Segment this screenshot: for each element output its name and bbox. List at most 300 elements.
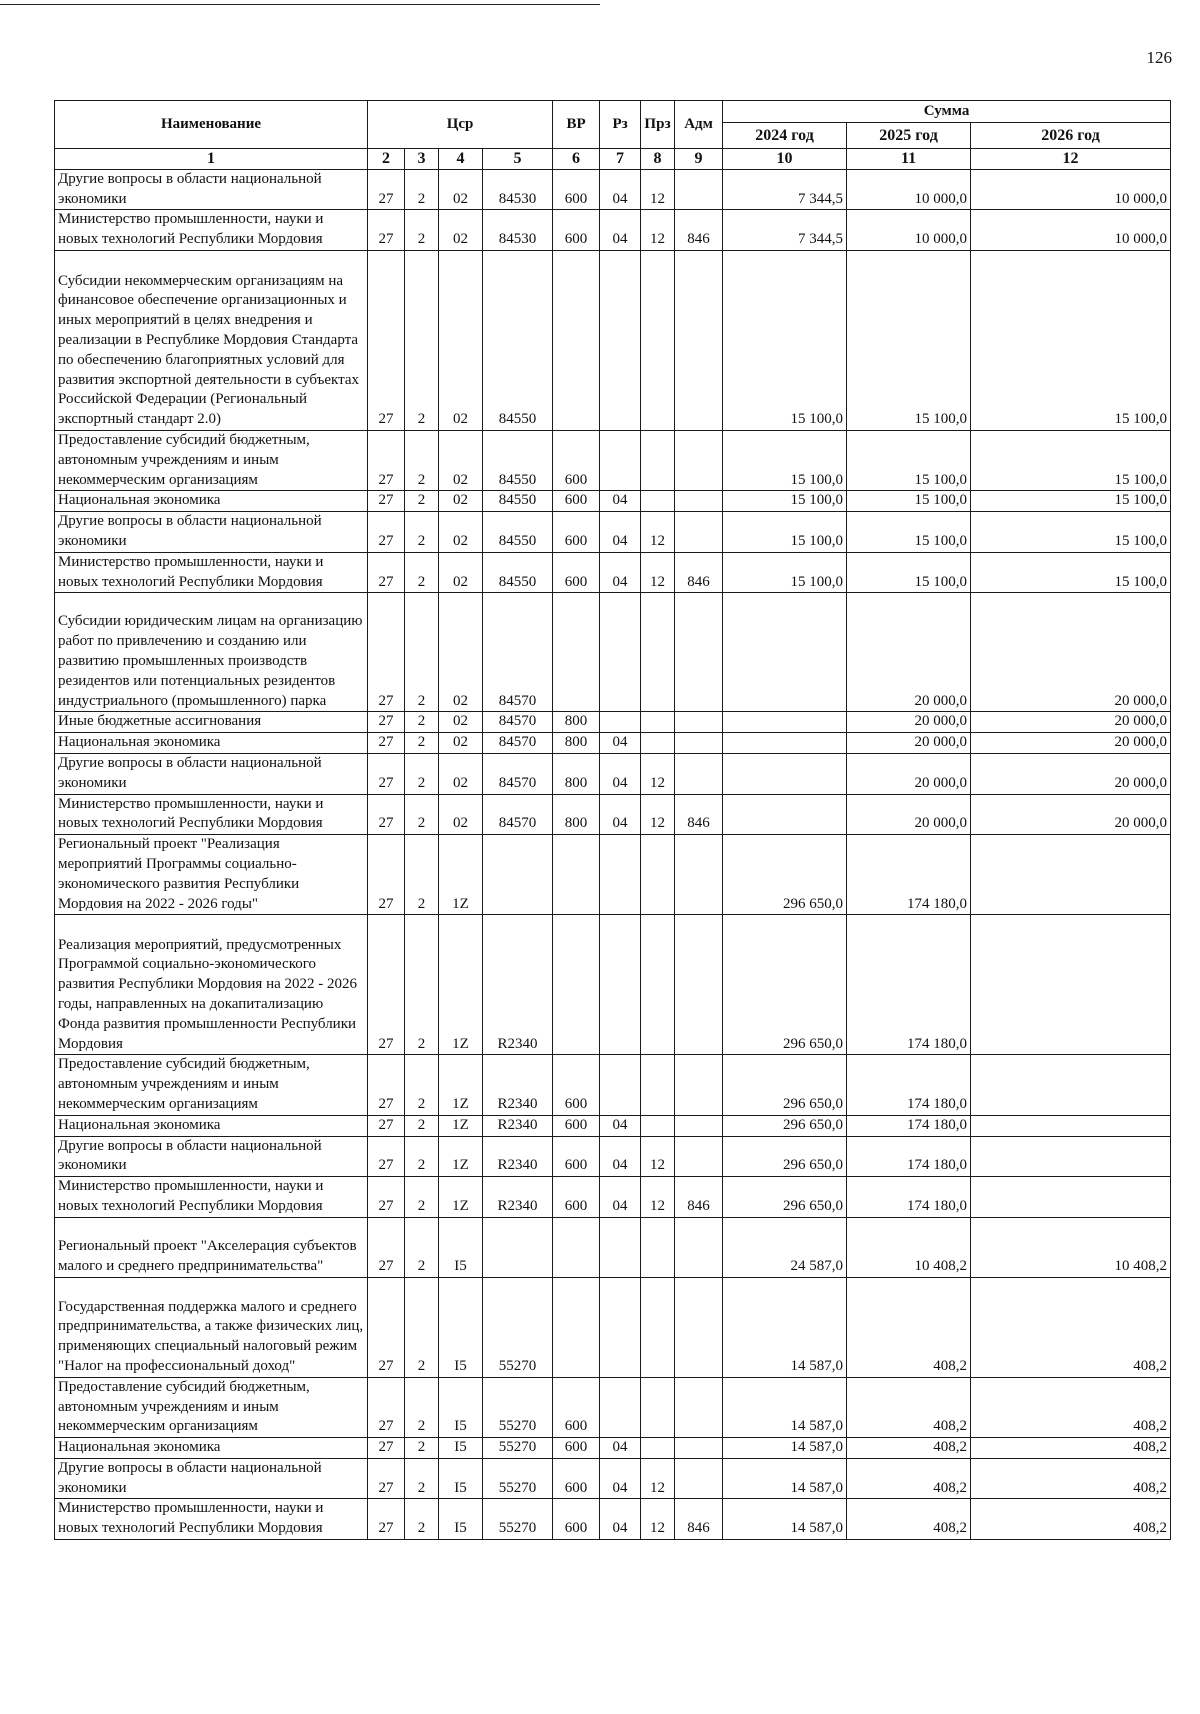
code-subprogram: 2 <box>405 712 439 733</box>
row-name: Национальная экономика <box>55 1115 368 1136</box>
code-program: 27 <box>368 1217 405 1277</box>
code-program: 27 <box>368 794 405 835</box>
amount-2024: 24 587,0 <box>723 1217 847 1277</box>
code-subprogram: 2 <box>405 1499 439 1540</box>
code-rz: 04 <box>600 552 641 593</box>
code-direction: 84550 <box>483 250 553 430</box>
code-rz <box>600 1055 641 1115</box>
column-number: 9 <box>675 149 723 170</box>
code-subprogram: 2 <box>405 835 439 915</box>
amount-2026: 15 100,0 <box>971 250 1171 430</box>
code-program: 27 <box>368 210 405 251</box>
code-direction: R2340 <box>483 1115 553 1136</box>
code-direction: 55270 <box>483 1277 553 1377</box>
code-direction <box>483 1217 553 1277</box>
code-main-activity: 02 <box>439 210 483 251</box>
code-vr: 600 <box>553 1377 600 1437</box>
code-direction: R2340 <box>483 1055 553 1115</box>
budget-table <box>54 100 1171 1540</box>
amount-2025: 408,2 <box>847 1277 971 1377</box>
row-name: Предоставление субсидий бюджетным, автономным учреждениям и иным некоммерческим организациям <box>55 1377 368 1437</box>
code-vr <box>553 593 600 712</box>
code-rz <box>600 430 641 490</box>
header-year-2025: 2025 год <box>847 123 971 149</box>
code-program: 27 <box>368 593 405 712</box>
code-rz <box>600 1217 641 1277</box>
code-program: 27 <box>368 1277 405 1377</box>
code-rz: 04 <box>600 210 641 251</box>
amount-2026: 15 100,0 <box>971 512 1171 553</box>
amount-2025: 20 000,0 <box>847 794 971 835</box>
code-prz <box>641 1438 675 1459</box>
code-main-activity: 02 <box>439 733 483 754</box>
header-csr: Цср <box>368 101 553 149</box>
header-adm: Адм <box>675 101 723 149</box>
code-rz <box>600 250 641 430</box>
code-prz <box>641 915 675 1055</box>
column-number: 8 <box>641 149 675 170</box>
code-main-activity: 02 <box>439 552 483 593</box>
code-rz: 04 <box>600 1115 641 1136</box>
code-program: 27 <box>368 1377 405 1437</box>
code-vr: 600 <box>553 1438 600 1459</box>
table-row <box>55 712 1171 733</box>
code-direction: 84530 <box>483 169 553 210</box>
code-rz <box>600 712 641 733</box>
code-rz: 04 <box>600 169 641 210</box>
code-prz: 12 <box>641 512 675 553</box>
code-prz <box>641 1217 675 1277</box>
amount-2026 <box>971 1136 1171 1177</box>
code-main-activity: I5 <box>439 1377 483 1437</box>
code-program: 27 <box>368 1055 405 1115</box>
code-program: 27 <box>368 835 405 915</box>
code-adm: 846 <box>675 794 723 835</box>
code-adm <box>675 835 723 915</box>
code-program: 27 <box>368 733 405 754</box>
amount-2025: 174 180,0 <box>847 1136 971 1177</box>
amount-2024: 15 100,0 <box>723 430 847 490</box>
code-adm <box>675 1217 723 1277</box>
code-direction <box>483 835 553 915</box>
code-adm: 846 <box>675 1499 723 1540</box>
code-adm <box>675 712 723 733</box>
code-prz <box>641 835 675 915</box>
amount-2026: 15 100,0 <box>971 430 1171 490</box>
row-name: Предоставление субсидий бюджетным, автономным учреждениям и иным некоммерческим организациям <box>55 1055 368 1115</box>
code-program: 27 <box>368 1136 405 1177</box>
row-name: Другие вопросы в области национальной экономики <box>55 512 368 553</box>
code-rz: 04 <box>600 512 641 553</box>
code-direction: 84570 <box>483 733 553 754</box>
amount-2026: 408,2 <box>971 1499 1171 1540</box>
code-vr: 600 <box>553 1136 600 1177</box>
code-vr: 600 <box>553 552 600 593</box>
code-prz: 12 <box>641 1177 675 1218</box>
amount-2024: 7 344,5 <box>723 169 847 210</box>
code-program: 27 <box>368 712 405 733</box>
code-prz: 12 <box>641 753 675 794</box>
amount-2024: 14 587,0 <box>723 1377 847 1437</box>
amount-2026: 408,2 <box>971 1438 1171 1459</box>
amount-2025: 408,2 <box>847 1458 971 1499</box>
code-adm <box>675 491 723 512</box>
amount-2026: 20 000,0 <box>971 712 1171 733</box>
amount-2024: 296 650,0 <box>723 1136 847 1177</box>
code-rz: 04 <box>600 733 641 754</box>
code-subprogram: 2 <box>405 733 439 754</box>
code-main-activity: I5 <box>439 1438 483 1459</box>
table-row <box>55 1499 1171 1540</box>
code-adm <box>675 1115 723 1136</box>
table-row <box>55 1136 1171 1177</box>
amount-2026: 20 000,0 <box>971 794 1171 835</box>
code-direction: 84570 <box>483 794 553 835</box>
code-main-activity: 02 <box>439 753 483 794</box>
code-prz <box>641 491 675 512</box>
code-adm <box>675 1136 723 1177</box>
column-number: 11 <box>847 149 971 170</box>
code-main-activity: I5 <box>439 1217 483 1277</box>
header-rz: Рз <box>600 101 641 149</box>
code-prz <box>641 712 675 733</box>
amount-2024 <box>723 593 847 712</box>
row-name: Региональный проект "Реализация мероприятий Программы социально-экономического развития Республики Мордовия на 2022 - 2026 годы" <box>55 835 368 915</box>
code-prz <box>641 1277 675 1377</box>
code-prz <box>641 593 675 712</box>
code-adm <box>675 1277 723 1377</box>
code-rz <box>600 915 641 1055</box>
code-main-activity: 02 <box>439 169 483 210</box>
amount-2026: 408,2 <box>971 1458 1171 1499</box>
code-rz: 04 <box>600 753 641 794</box>
code-prz <box>641 1377 675 1437</box>
code-adm <box>675 915 723 1055</box>
amount-2026: 20 000,0 <box>971 753 1171 794</box>
code-adm <box>675 430 723 490</box>
amount-2026: 15 100,0 <box>971 491 1171 512</box>
code-vr: 600 <box>553 210 600 251</box>
code-main-activity: 1Z <box>439 1177 483 1218</box>
code-prz: 12 <box>641 794 675 835</box>
code-direction: R2340 <box>483 1136 553 1177</box>
code-prz <box>641 1115 675 1136</box>
amount-2024: 14 587,0 <box>723 1458 847 1499</box>
amount-2026 <box>971 835 1171 915</box>
amount-2024: 296 650,0 <box>723 1055 847 1115</box>
amount-2024: 296 650,0 <box>723 1177 847 1218</box>
code-subprogram: 2 <box>405 1458 439 1499</box>
code-prz: 12 <box>641 210 675 251</box>
code-main-activity: 02 <box>439 593 483 712</box>
table-row <box>55 430 1171 490</box>
code-adm <box>675 250 723 430</box>
code-vr <box>553 1277 600 1377</box>
table-row <box>55 593 1171 712</box>
code-main-activity: 1Z <box>439 915 483 1055</box>
code-vr: 800 <box>553 794 600 835</box>
amount-2024: 15 100,0 <box>723 552 847 593</box>
table-row <box>55 552 1171 593</box>
code-prz <box>641 430 675 490</box>
row-name: Государственная поддержка малого и среднего предпринимательства, а также физических лиц, применяющих специальный налоговый режим "Налог на профессиональный доход" <box>55 1277 368 1377</box>
code-vr: 600 <box>553 1115 600 1136</box>
amount-2026 <box>971 1177 1171 1218</box>
code-rz <box>600 1277 641 1377</box>
column-number: 4 <box>439 149 483 170</box>
amount-2024 <box>723 753 847 794</box>
row-name: Субсидии юридическим лицам на организацию работ по привлечению и созданию или развитию промышленных производств резидентов или потенциальных резидентов индустриального (промышленного) парка <box>55 593 368 712</box>
code-subprogram: 2 <box>405 1438 439 1459</box>
code-main-activity: 02 <box>439 491 483 512</box>
code-direction: 84570 <box>483 712 553 733</box>
code-rz: 04 <box>600 794 641 835</box>
column-number: 10 <box>723 149 847 170</box>
amount-2025: 15 100,0 <box>847 250 971 430</box>
code-prz: 12 <box>641 552 675 593</box>
code-program: 27 <box>368 1458 405 1499</box>
code-subprogram: 2 <box>405 915 439 1055</box>
table-row <box>55 1055 1171 1115</box>
code-main-activity: 1Z <box>439 1055 483 1115</box>
code-prz <box>641 733 675 754</box>
code-direction: 84570 <box>483 593 553 712</box>
code-subprogram: 2 <box>405 593 439 712</box>
code-rz: 04 <box>600 491 641 512</box>
code-subprogram: 2 <box>405 169 439 210</box>
row-name: Национальная экономика <box>55 491 368 512</box>
code-main-activity: 02 <box>439 430 483 490</box>
row-name: Иные бюджетные ассигнования <box>55 712 368 733</box>
code-vr: 600 <box>553 1458 600 1499</box>
row-name: Министерство промышленности, науки и новых технологий Республики Мордовия <box>55 794 368 835</box>
code-main-activity: I5 <box>439 1277 483 1377</box>
amount-2024: 14 587,0 <box>723 1499 847 1540</box>
amount-2024: 296 650,0 <box>723 835 847 915</box>
code-vr: 600 <box>553 430 600 490</box>
code-subprogram: 2 <box>405 794 439 835</box>
code-main-activity: I5 <box>439 1499 483 1540</box>
code-rz <box>600 1377 641 1437</box>
header-year-2024: 2024 год <box>723 123 847 149</box>
code-program: 27 <box>368 169 405 210</box>
page-number: 126 <box>1146 48 1172 67</box>
amount-2025: 20 000,0 <box>847 733 971 754</box>
amount-2024 <box>723 733 847 754</box>
column-number-row <box>55 149 1171 170</box>
code-direction: 84550 <box>483 430 553 490</box>
amount-2026: 408,2 <box>971 1277 1171 1377</box>
code-rz: 04 <box>600 1177 641 1218</box>
column-number: 7 <box>600 149 641 170</box>
amount-2026 <box>971 1115 1171 1136</box>
amount-2025: 10 408,2 <box>847 1217 971 1277</box>
amount-2025: 20 000,0 <box>847 593 971 712</box>
code-main-activity: I5 <box>439 1458 483 1499</box>
code-program: 27 <box>368 512 405 553</box>
code-subprogram: 2 <box>405 552 439 593</box>
code-subprogram: 2 <box>405 1136 439 1177</box>
code-direction: 84570 <box>483 753 553 794</box>
code-prz <box>641 1055 675 1115</box>
code-vr: 600 <box>553 512 600 553</box>
row-name: Реализация мероприятий, предусмотренных Программой социально-экономического развития Республики Мордовия на 2022 - 2026 годы, направленных на докапитализацию Фонда развития промышленности Республики Мордовия <box>55 915 368 1055</box>
code-adm <box>675 733 723 754</box>
code-vr: 600 <box>553 169 600 210</box>
code-subprogram: 2 <box>405 1217 439 1277</box>
code-rz: 04 <box>600 1499 641 1540</box>
code-program: 27 <box>368 1115 405 1136</box>
code-direction: 84550 <box>483 491 553 512</box>
column-number: 12 <box>971 149 1171 170</box>
code-direction: R2340 <box>483 915 553 1055</box>
amount-2024: 7 344,5 <box>723 210 847 251</box>
table-row <box>55 1277 1171 1377</box>
code-direction: R2340 <box>483 1177 553 1218</box>
table-row <box>55 794 1171 835</box>
code-program: 27 <box>368 1438 405 1459</box>
table-row <box>55 733 1171 754</box>
code-subprogram: 2 <box>405 1055 439 1115</box>
amount-2026 <box>971 915 1171 1055</box>
code-program: 27 <box>368 250 405 430</box>
code-vr <box>553 835 600 915</box>
code-rz: 04 <box>600 1438 641 1459</box>
amount-2024: 296 650,0 <box>723 915 847 1055</box>
code-direction: 55270 <box>483 1438 553 1459</box>
row-name: Министерство промышленности, науки и новых технологий Республики Мордовия <box>55 210 368 251</box>
code-program: 27 <box>368 552 405 593</box>
code-subprogram: 2 <box>405 491 439 512</box>
code-vr <box>553 1217 600 1277</box>
column-number: 5 <box>483 149 553 170</box>
code-main-activity: 02 <box>439 250 483 430</box>
amount-2025: 10 000,0 <box>847 169 971 210</box>
amount-2025: 20 000,0 <box>847 712 971 733</box>
row-name: Министерство промышленности, науки и новых технологий Республики Мордовия <box>55 1499 368 1540</box>
row-name: Субсидии некоммерческим организациям на финансовое обеспечение организационных и иных мероприятий в целях внедрения и реализации в Республике Мордовия Стандарта по обеспечению благоприятных условий для развития экспортной деятельности в субъектах Российской Федерации (Региональный экспортный стандарт 2.0) <box>55 250 368 430</box>
code-prz: 12 <box>641 1136 675 1177</box>
table-row <box>55 512 1171 553</box>
code-program: 27 <box>368 1177 405 1218</box>
code-prz: 12 <box>641 1499 675 1540</box>
header-vr: ВР <box>553 101 600 149</box>
amount-2026: 10 000,0 <box>971 169 1171 210</box>
table-row <box>55 915 1171 1055</box>
code-adm: 846 <box>675 552 723 593</box>
code-subprogram: 2 <box>405 210 439 251</box>
table-row <box>55 1217 1171 1277</box>
code-direction: 55270 <box>483 1499 553 1540</box>
table-row <box>55 1115 1171 1136</box>
code-rz: 04 <box>600 1136 641 1177</box>
amount-2024: 14 587,0 <box>723 1277 847 1377</box>
row-name: Национальная экономика <box>55 733 368 754</box>
table-row <box>55 1438 1171 1459</box>
code-program: 27 <box>368 491 405 512</box>
code-rz: 04 <box>600 1458 641 1499</box>
amount-2024: 296 650,0 <box>723 1115 847 1136</box>
table-row <box>55 250 1171 430</box>
amount-2026: 15 100,0 <box>971 552 1171 593</box>
code-subprogram: 2 <box>405 753 439 794</box>
row-name: Другие вопросы в области национальной экономики <box>55 1458 368 1499</box>
code-rz <box>600 835 641 915</box>
amount-2024 <box>723 794 847 835</box>
amount-2024: 14 587,0 <box>723 1438 847 1459</box>
code-main-activity: 1Z <box>439 1115 483 1136</box>
table-row <box>55 1377 1171 1437</box>
row-name: Другие вопросы в области национальной экономики <box>55 1136 368 1177</box>
code-subprogram: 2 <box>405 250 439 430</box>
row-name: Другие вопросы в области национальной экономики <box>55 753 368 794</box>
amount-2025: 15 100,0 <box>847 512 971 553</box>
amount-2026 <box>971 1055 1171 1115</box>
amount-2024: 15 100,0 <box>723 512 847 553</box>
header-year-2026: 2026 год <box>971 123 1171 149</box>
amount-2026: 20 000,0 <box>971 733 1171 754</box>
column-number: 6 <box>553 149 600 170</box>
code-vr: 800 <box>553 733 600 754</box>
code-adm: 846 <box>675 1177 723 1218</box>
code-vr: 800 <box>553 753 600 794</box>
row-name: Министерство промышленности, науки и новых технологий Республики Мордовия <box>55 552 368 593</box>
code-direction: 84550 <box>483 512 553 553</box>
code-rz <box>600 593 641 712</box>
code-adm <box>675 1438 723 1459</box>
table-row <box>55 169 1171 210</box>
code-adm <box>675 169 723 210</box>
amount-2025: 408,2 <box>847 1499 971 1540</box>
column-number: 3 <box>405 149 439 170</box>
table-row <box>55 1458 1171 1499</box>
row-name: Национальная экономика <box>55 1438 368 1459</box>
code-main-activity: 02 <box>439 712 483 733</box>
code-vr <box>553 250 600 430</box>
code-adm <box>675 1055 723 1115</box>
code-adm: 846 <box>675 210 723 251</box>
code-main-activity: 02 <box>439 794 483 835</box>
amount-2025: 408,2 <box>847 1438 971 1459</box>
amount-2025: 174 180,0 <box>847 1115 971 1136</box>
code-subprogram: 2 <box>405 1277 439 1377</box>
table-row <box>55 753 1171 794</box>
code-vr <box>553 915 600 1055</box>
code-main-activity: 02 <box>439 512 483 553</box>
amount-2025: 15 100,0 <box>847 552 971 593</box>
code-subprogram: 2 <box>405 512 439 553</box>
amount-2025: 15 100,0 <box>847 491 971 512</box>
code-program: 27 <box>368 753 405 794</box>
amount-2026: 10 000,0 <box>971 210 1171 251</box>
amount-2025: 15 100,0 <box>847 430 971 490</box>
code-subprogram: 2 <box>405 430 439 490</box>
code-prz: 12 <box>641 169 675 210</box>
code-vr: 600 <box>553 1177 600 1218</box>
amount-2025: 174 180,0 <box>847 835 971 915</box>
amount-2026: 20 000,0 <box>971 593 1171 712</box>
table-row <box>55 491 1171 512</box>
amount-2026: 10 408,2 <box>971 1217 1171 1277</box>
row-name: Региональный проект "Акселерация субъектов малого и среднего предпринимательства" <box>55 1217 368 1277</box>
code-adm <box>675 593 723 712</box>
code-direction: 84550 <box>483 552 553 593</box>
row-name: Предоставление субсидий бюджетным, автономным учреждениям и иным некоммерческим организациям <box>55 430 368 490</box>
top-rule <box>0 4 600 5</box>
code-program: 27 <box>368 1499 405 1540</box>
code-subprogram: 2 <box>405 1115 439 1136</box>
code-adm <box>675 512 723 553</box>
